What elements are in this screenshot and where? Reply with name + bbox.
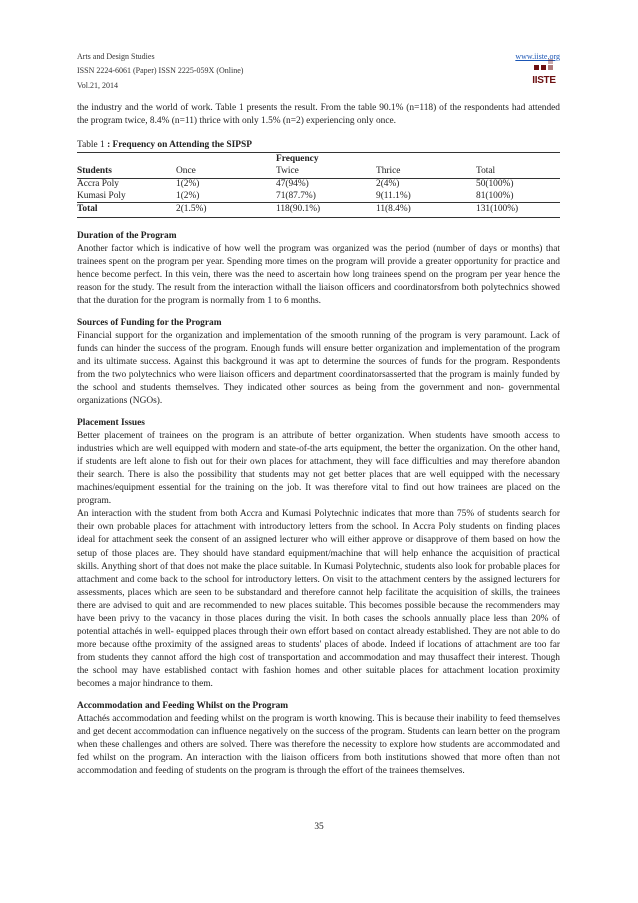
table-cell: Kumasi Poly [77,190,126,201]
table-cell: 2(4%) [376,179,400,190]
frequency-group-header: Frequency [276,153,376,166]
section-paragraph: Better placement of trainees on the program is an attribute of better organization. When students have smooth access to industries which are well equipped with modern and state-of-the arts equipment, the better the organization. On the other hand, if students are left alone to fish out for their own places for attachment, they will face difficulties and may therefore abandon their search. There is also the possibility that students may not get better places that are well equipped with the necessary machines/equipment essential for the training on the job. It was therefore vital to find out how trainees are placed on the program. [77,431,560,507]
section-placement [77,417,560,691]
table-cell: Total [77,203,176,218]
intro-paragraph: the industry and the world of work. Table 1 presents the result. From the table 90.1% (n=118) of the respondents had attended the program twice, 8.4% (n=11) thrice with only 1.5% (n=2) experiencing only once. [77,103,560,127]
table-cell: 118(90.1%) [276,203,376,218]
col-header-thrice: Thrice [376,166,476,179]
table-row [77,179,560,191]
section-heading: Accommodation and Feeding Whilst on the Program [77,701,289,712]
table-cell: 50(100%) [476,179,514,190]
col-header-once: Once [176,166,276,179]
table-cell: 9(11.1%) [376,190,411,201]
page-number: 35 [314,822,324,832]
table-row [77,191,560,203]
table-cell: 81(100%) [476,190,514,201]
table-cell: 2(1.5%) [176,203,276,218]
table-cell: 1(2%) [176,179,200,190]
table-cell: Accra Poly [77,179,119,190]
page-content [77,50,560,778]
journal-issn: ISSN 2224-6061 (Paper) ISSN 2225-059X (Online) [77,66,244,76]
table-cell: 1(2%) [176,190,200,201]
table-caption-prefix: Table 1 [77,140,105,151]
section-heading: Placement Issues [77,418,145,429]
table-cell: 47(94%) [276,179,309,190]
section-paragraph: Attachés accommodation and feeding whilst on the program is worth knowing. This is because their inability to feed themselves and get decent accommodation can influence negatively on the success of the program. Students can learn better on the program when these challenges and others are solved. There was therefore the necessity to explore how students are accommodated and fed whilst on the program. An interaction with the liaison officers from both institutions showed that more often than not accommodation and feeding of students on the program is through the effort of the trainees themselves. [77,714,560,777]
section-heading: Duration of the Program [77,230,177,241]
table-caption-title: : Frequency on Attending the SIPSP [107,140,252,151]
section-heading: Sources of Funding for the Program [77,317,222,328]
section-paragraph: Financial support for the organization and implementation of the smooth running of the program is very paramount. Lack of funds can hinder the success of the program. Enough funds will ensure better organization and implementation of the program and its ultimate success. Against this background it was apt to determine the sources of funds for the program. Respondents from the two polytechnics who were liaison officers and department coordinatorsasserted that the program is mainly funded by the school and students themselves. They indicated other sources as being from the government and non- governmental organizations (NGOs). [77,330,560,407]
frequency-table [77,152,560,218]
section-funding [77,317,560,408]
col-header-total: Total [476,166,560,179]
col-header-students: Students [77,166,176,179]
logo-text: IISTE [532,75,556,86]
journal-header [77,50,560,102]
iiste-logo [531,65,557,85]
table-total-row [77,203,560,218]
table-caption [77,139,560,151]
section-duration [77,230,560,308]
table-cell: 131(100%) [476,203,560,218]
journal-volume: Vol.21, 2014 [77,80,118,90]
section-accommodation [77,700,560,778]
section-paragraph: An interaction with the student from both Accra and Kumasi Polytechnic indicates that more than 75% of students search for their own probable places for attachment with introductory letters from the school. In Accra Poly students on finding places ideal for attachment seek the consent of an assigned lecturer who will either approve or disapprove of them based on how the setup of those places are. They should have standard equipment/machine that will help enhance the acquisition of practical skills. Anything short of that does not make the place suitable. In Kumasi Polytechnic, students also look for probable places for attachment and come back to the school for introductory letters. On visit to the attachment centers by the assigned lecturers for assessments, places which are seen to be substandard and therefore cannot help facilitate the acquisition of skills, the trainees there are advised to quit and are recommended to new places suitable. This becomes possible because the recommenders may have been privy to the vacancy in those places during the visit. In both cases the schools annually place less than 20% of potential attachés in well- equipped places through their own effort based on contact already established. They are not able to do more because ofthe proximity of the assigned areas to students' places of abode. Indeed if locations of attachment are too far from students they cannot afford the high cost of transportation and accommodation and may thusaffect their interest. Though the school may have established contact with fashion homes and other suitable places for attachment location proximity becomes a major hindrance to them. [77,509,560,689]
table-cell: 71(87.7%) [276,190,316,201]
table-cell: 11(8.4%) [376,203,476,218]
journal-url-link[interactable]: www.iiste.org [515,52,560,61]
section-paragraph: Another factor which is indicative of how well the program was organized was the period (number of days or months) that trainees spent on the program per year. Spending more times on the program will provide a greater opportunity for practice and hence become perfect. In this vein, there was the need to ascertain how long trainees spend on the program per year hence the reason for the study. The result from the interaction withall the liaison officers and coordinatorsfrom both polytechnics showed that the duration for the program is normally from 1 to 6 months. [77,243,560,306]
col-header-twice: Twice [276,166,376,179]
journal-name: Arts and Design Studies [77,52,155,61]
